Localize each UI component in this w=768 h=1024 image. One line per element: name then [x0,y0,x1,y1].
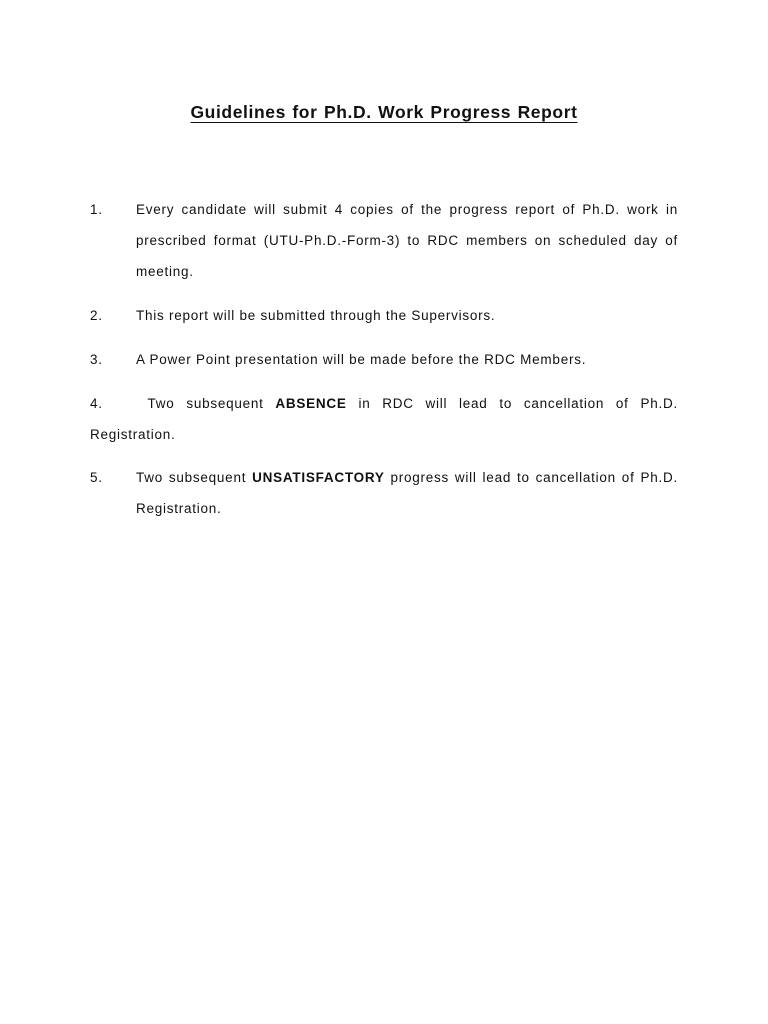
item-text [136,462,678,524]
item-continuation: Registration. [90,427,176,442]
guideline-item-3 [90,344,678,375]
item-text [136,194,678,287]
item-number: 3. [90,352,103,367]
item-text-before: Two subsequent [136,470,247,485]
item-line: meeting. [136,264,194,279]
guideline-item-5 [90,462,678,524]
item-line: prescribed format (UTU-Ph.D.-Form-3) to RDC members on scheduled day of [136,233,678,248]
item-continuation: Registration. [136,501,222,516]
item-text-after: in RDC will lead to cancellation of Ph.D. [358,396,678,411]
item-emphasis: ABSENCE [275,396,347,411]
item-line: Every candidate will submit 4 copies of the progress report of Ph.D. work in [136,202,678,217]
item-number: 4. [90,396,103,411]
item-first-line [136,462,678,493]
item-emphasis: UNSATISFACTORY [252,470,385,485]
page-title-text: Guidelines for Ph.D. Work Progress Report [190,102,578,122]
item-number: 2. [90,308,103,323]
item-number: 5. [90,470,103,485]
item-text: A Power Point presentation will be made before the RDC Members. [136,352,587,367]
item-text-before: Two subsequent [147,396,264,411]
guideline-item-2 [90,300,678,331]
item-text: This report will be submitted through the Supervisors. [136,308,496,323]
page-title [0,101,768,123]
item-text-after: progress will lead to cancellation of Ph.D. [390,470,678,485]
guideline-item-1 [90,194,678,287]
item-first-line [90,388,678,419]
guideline-item-4 [90,388,678,450]
item-number: 1. [90,202,103,217]
